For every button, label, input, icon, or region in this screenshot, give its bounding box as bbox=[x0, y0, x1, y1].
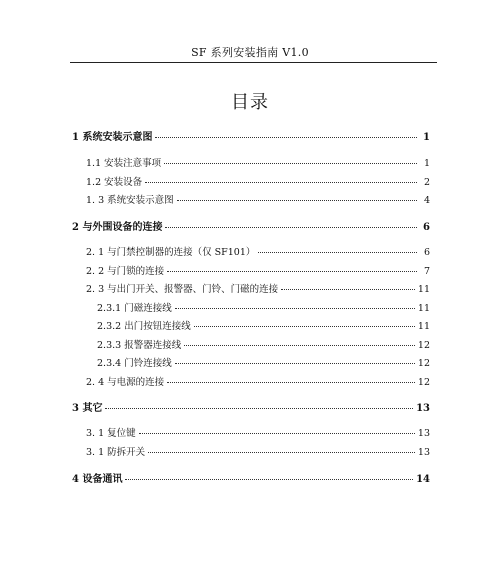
toc-leader bbox=[177, 199, 417, 201]
toc-entry-label: 2. 2 与门锁的连接 bbox=[86, 266, 165, 277]
toc-leader bbox=[125, 478, 413, 480]
toc-entry[interactable] bbox=[72, 399, 430, 413]
toc-entry-label: 1.2 安装设备 bbox=[86, 177, 143, 188]
toc-entry-page: 12 bbox=[417, 358, 430, 369]
toc-entry-page: 7 bbox=[423, 266, 430, 277]
toc-entry-page: 11 bbox=[417, 284, 430, 295]
toc-leader bbox=[145, 181, 417, 183]
toc-entry-label: 2. 4 与电源的连接 bbox=[86, 377, 165, 388]
toc-entry[interactable] bbox=[86, 192, 430, 206]
toc-leader bbox=[139, 432, 415, 434]
toc-entry-page: 11 bbox=[417, 303, 430, 314]
toc-entry-page: 13 bbox=[416, 403, 430, 414]
toc-entry-page: 13 bbox=[417, 447, 430, 458]
toc-entry-label: 1 系统安装示意图 bbox=[72, 132, 153, 143]
toc-entry[interactable] bbox=[97, 355, 430, 369]
toc-entry-label: 1.1 安装注意事项 bbox=[86, 158, 162, 169]
toc-leader bbox=[184, 344, 415, 346]
toc-leader bbox=[194, 325, 415, 327]
toc-entry-label: 2 与外围设备的连接 bbox=[72, 222, 163, 233]
toc-entry[interactable] bbox=[72, 218, 430, 232]
toc-entry-page: 1 bbox=[423, 132, 430, 143]
toc-leader bbox=[167, 381, 415, 383]
toc-entry-page: 12 bbox=[417, 340, 430, 351]
toc-entry[interactable] bbox=[72, 128, 430, 142]
toc-entry-page: 2 bbox=[423, 177, 430, 188]
toc-entry-label: 2.3.4 门铃连接线 bbox=[97, 358, 172, 369]
toc-entry-label: 3 其它 bbox=[72, 403, 103, 414]
toc-entry[interactable] bbox=[97, 300, 430, 314]
toc-leader bbox=[281, 288, 415, 290]
toc-entry-page: 14 bbox=[416, 474, 430, 485]
toc-entry[interactable] bbox=[86, 263, 430, 277]
toc-leader bbox=[175, 362, 415, 364]
toc-entry-label: 4 设备通讯 bbox=[72, 474, 123, 485]
toc-leader bbox=[164, 162, 417, 164]
toc-entry-page: 6 bbox=[423, 222, 430, 233]
toc-entry[interactable] bbox=[86, 425, 430, 439]
toc-entry-label: 3. 1 复位键 bbox=[86, 428, 136, 439]
toc-leader bbox=[167, 270, 417, 272]
toc-entry-label: 3. 1 防拆开关 bbox=[86, 447, 146, 458]
toc-leader bbox=[175, 307, 415, 309]
toc-entry-page: 11 bbox=[417, 321, 430, 332]
toc-leader bbox=[155, 136, 417, 138]
toc-entry-label: 2. 1 与门禁控制器的连接（仅 SF101） bbox=[86, 247, 256, 258]
toc-entry[interactable] bbox=[86, 174, 430, 188]
toc-entry-label: 2.3.2 出门按钮连接线 bbox=[97, 321, 191, 332]
toc-entry-page: 13 bbox=[417, 428, 430, 439]
toc-entry[interactable] bbox=[86, 281, 430, 295]
toc-entry[interactable] bbox=[86, 444, 430, 458]
toc-leader bbox=[258, 251, 417, 253]
toc-entry[interactable] bbox=[86, 244, 430, 258]
toc-leader bbox=[105, 407, 413, 409]
toc-heading: 目录 bbox=[231, 92, 269, 113]
toc-entry-label: 2. 3 与出门开关、报警器、门铃、门磁的连接 bbox=[86, 284, 279, 295]
toc-entry-label: 2.3.3 报警器连接线 bbox=[97, 340, 182, 351]
toc-entry[interactable] bbox=[72, 470, 430, 484]
toc-entry-label: 2.3.1 门磁连接线 bbox=[97, 303, 172, 314]
toc-entry[interactable] bbox=[86, 374, 430, 388]
toc-leader bbox=[148, 451, 415, 453]
toc-entry[interactable] bbox=[97, 337, 430, 351]
toc-entry-page: 4 bbox=[423, 195, 430, 206]
toc-entry-label: 1. 3 系统安装示意图 bbox=[86, 195, 174, 206]
toc-entry-page: 12 bbox=[417, 377, 430, 388]
toc-entry-page: 6 bbox=[423, 247, 430, 258]
toc-leader bbox=[165, 226, 417, 228]
page-header-title: SF 系列安装指南 V1.0 bbox=[191, 46, 309, 59]
toc-entry[interactable] bbox=[97, 318, 430, 332]
toc-entry[interactable] bbox=[86, 155, 430, 169]
toc-entry-page: 1 bbox=[423, 158, 430, 169]
